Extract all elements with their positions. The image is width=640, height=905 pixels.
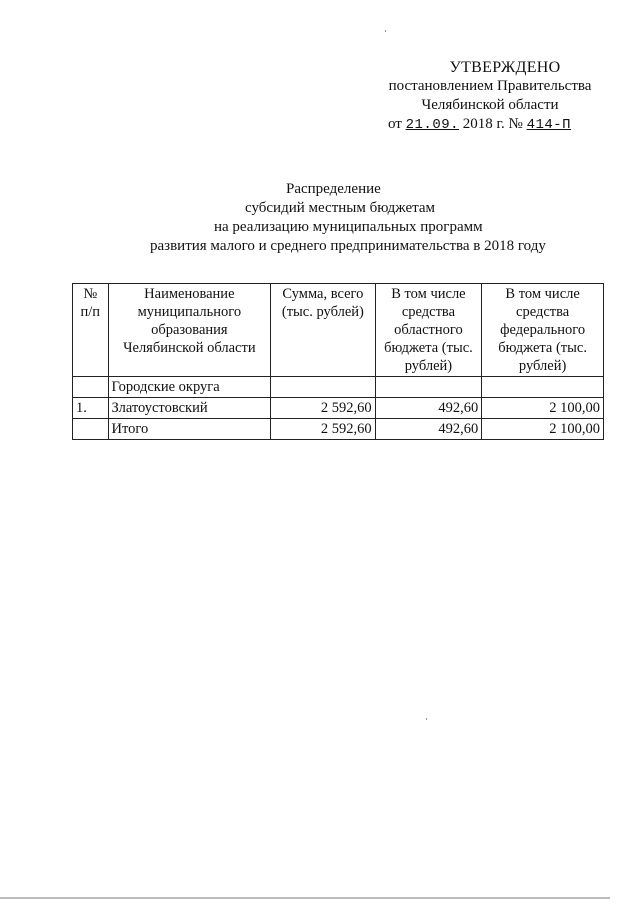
- group-empty-cell: [482, 377, 604, 398]
- row-number: 1.: [73, 398, 109, 419]
- scan-speck: [426, 718, 427, 720]
- total-regional: 492,60: [375, 419, 482, 440]
- approval-heading: УТВЕРЖДЕНО: [449, 59, 561, 76]
- header-municipality: Наименование муниципального образования Челябинской области: [108, 284, 271, 377]
- header-federal: В том числе средства федерального бюджета (тыс. рублей): [482, 284, 604, 377]
- title-line-4: развития малого и среднего предпринимательства в 2018 году: [150, 238, 546, 254]
- title-line-1: Распределение: [286, 181, 381, 197]
- total-federal: 2 100,00: [482, 419, 604, 440]
- row-federal: 2 100,00: [482, 398, 604, 419]
- approval-number: 414-П: [526, 117, 572, 133]
- approval-year: 2018 г. №: [462, 116, 523, 132]
- total-number: [73, 419, 109, 440]
- row-municipality: Златоустовский: [108, 398, 271, 419]
- header-regional: В том числе средства областного бюджета (тыс. рублей): [375, 284, 482, 377]
- scan-edge-line: [0, 897, 610, 899]
- title-line-3: на реализацию муниципальных программ: [214, 219, 483, 235]
- table-row: [73, 398, 604, 419]
- group-empty-cell: [375, 377, 482, 398]
- group-empty-cell: [73, 377, 109, 398]
- group-label: Городские округа: [108, 377, 271, 398]
- table-header-row: [73, 284, 604, 377]
- subsidy-table: [72, 283, 604, 440]
- header-total: Сумма, всего (тыс. рублей): [271, 284, 375, 377]
- date-prefix: от: [388, 116, 402, 132]
- approval-line-government: постановлением Правительства: [388, 78, 592, 94]
- scan-speck: [385, 30, 386, 32]
- total-label: Итого: [108, 419, 271, 440]
- approval-line-region: Челябинской области: [421, 97, 559, 113]
- document-title: [0, 180, 640, 256]
- row-total: 2 592,60: [271, 398, 375, 419]
- approval-block: [370, 58, 610, 135]
- row-regional: 492,60: [375, 398, 482, 419]
- group-empty-cell: [271, 377, 375, 398]
- table-total-row: [73, 419, 604, 440]
- total-sum: 2 592,60: [271, 419, 375, 440]
- approval-date-line: [370, 115, 610, 135]
- title-line-2: субсидий местным бюджетам: [245, 200, 436, 216]
- table-group-row: [73, 377, 604, 398]
- approval-date: 21.09.: [405, 117, 460, 133]
- header-number: № п/п: [73, 284, 109, 377]
